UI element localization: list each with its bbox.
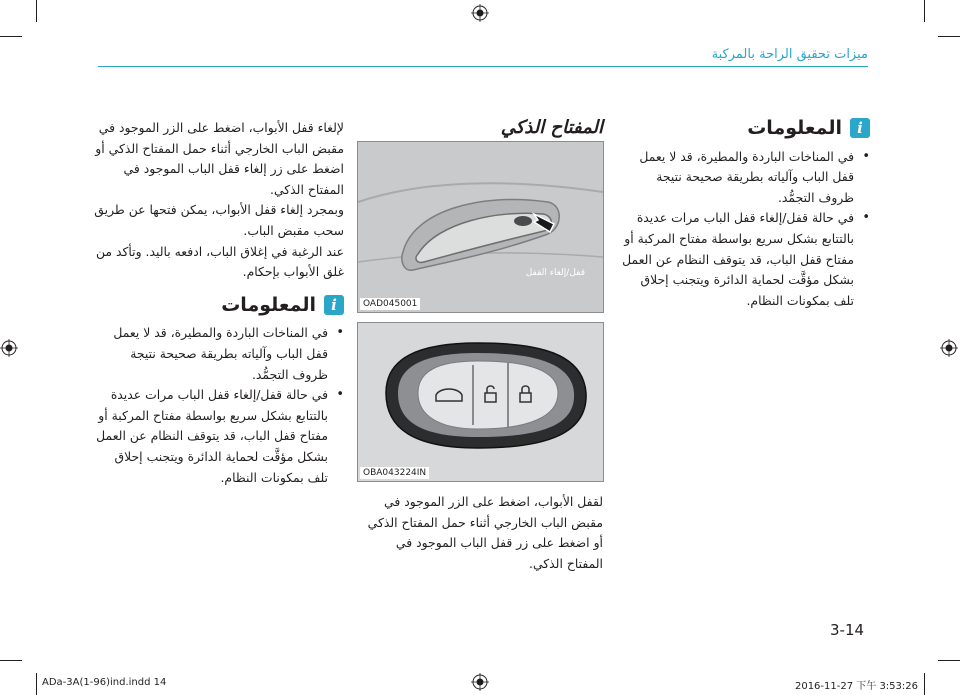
- left-column: [92, 118, 344, 488]
- section-header-title: ميزات تحقيق الراحة بالمركبة: [711, 47, 868, 62]
- crop-mark: [938, 36, 960, 37]
- crop-mark: [0, 36, 22, 37]
- smart-key-illustration: [358, 323, 603, 481]
- crop-mark: [0, 660, 22, 661]
- smart-key-figure: [357, 322, 604, 482]
- figure-label: قفل/إلغاء القفل: [525, 268, 585, 278]
- figure-code: OAD045001: [360, 298, 420, 310]
- info-title: المعلومات: [221, 293, 316, 316]
- registration-mark-icon: [471, 4, 489, 22]
- crop-mark: [924, 673, 925, 695]
- registration-mark-icon: [940, 339, 958, 357]
- info-heading: [92, 295, 344, 316]
- body-paragraph: عند الرغبة في إغلاق الباب، ادفعه باليد. وتأكد من غلق الأبواب بإحكام.: [95, 243, 344, 280]
- crop-mark: [36, 673, 37, 695]
- footer-timestamp: 2016-11-27 下午 3:53:26: [794, 681, 918, 692]
- info-icon: i: [324, 295, 344, 315]
- info-title: المعلومات: [747, 117, 842, 139]
- header-divider: [98, 66, 868, 67]
- warning-title: المفتاح الذكي: [500, 117, 603, 138]
- list-item: • في المناخات الباردة والمطيرة، قد لا يعمل قفل الباب وآلياته بطريقة صحيحة نتيجة ظروف التجمُّد.: [92, 323, 344, 385]
- warning-heading-wrap: [357, 118, 603, 140]
- body-paragraph: وبمجرد إلغاء قفل الأبواب، يمكن فتحها عن طريق سحب مقبض الباب.: [94, 202, 344, 238]
- door-handle-figure: [357, 141, 604, 313]
- info-bullets: [618, 147, 870, 312]
- middle-text: [357, 492, 603, 574]
- info-bullets: [92, 323, 344, 488]
- right-column: [618, 118, 870, 311]
- body-paragraph: لقفل الأبواب، اضغط على الزر الموجود في مقبض الباب الخارجي أثناء حمل المفتاح الذكي أو اضغط على زر قفل الباب الموجود في المفتاح الذكي.: [367, 494, 603, 571]
- crop-mark: [924, 0, 925, 22]
- info-icon: i: [850, 118, 870, 138]
- crop-mark: [938, 660, 960, 661]
- list-item: • في حالة قفل/إلغاء قفل الباب مرات عديدة بالتتابع بشكل سريع بواسطة مفتاح المركبة أو مفتاح قفل الباب، قد يتوقف النظام عن العمل بشكل مؤقَّت لحماية الدائرة ويتجنب إحلاق تلف بمكونات النظام.: [92, 385, 344, 488]
- info-heading: [618, 118, 870, 139]
- door-handle-illustration: [358, 142, 603, 312]
- body-paragraph: لإلغاء قفل الأبواب، اضغط على الزر الموجود في مقبض الباب الخارجي أثناء حمل المفتاح الذكي أو اضغط على زر إلغاء قفل الباب الموجود في المفتاح الذكي.: [95, 120, 344, 197]
- list-item: • في حالة قفل/إلغاء قفل الباب مرات عديدة بالتتابع بشكل سريع بواسطة مفتاح المركبة أو مفتاح قفل الباب، قد يتوقف النظام عن العمل بشكل مؤقَّت لحماية الدائرة ويتجنب إحلاق تلف بمكونات النظام.: [618, 208, 870, 311]
- registration-mark-icon: [0, 339, 18, 357]
- list-item: • في المناخات الباردة والمطيرة، قد لا يعمل قفل الباب وآلياته بطريقة صحيحة نتيجة ظروف التجمُّد.: [618, 147, 870, 209]
- crop-mark: [36, 0, 37, 22]
- footer-filename: ADa-3A(1-96)ind.indd 14: [42, 677, 167, 688]
- registration-mark-icon: [471, 673, 489, 691]
- page-number: 3-14: [830, 621, 865, 639]
- figure-code: OBA043224IN: [360, 467, 429, 479]
